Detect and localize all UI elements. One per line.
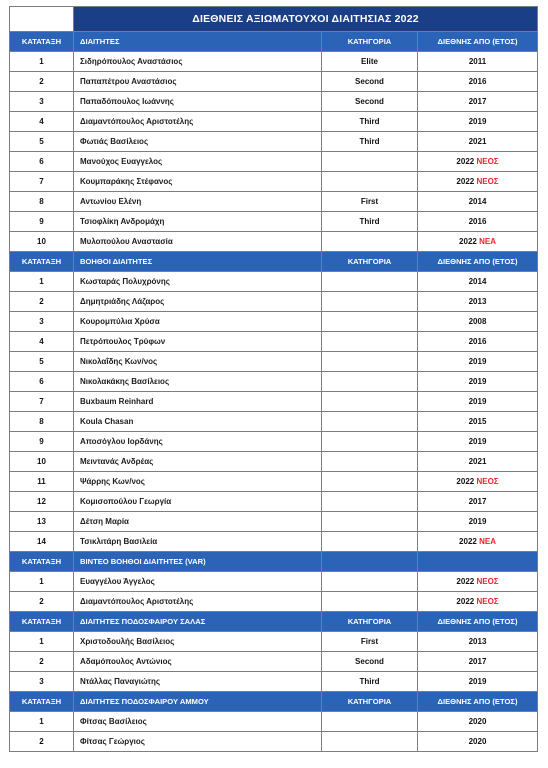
year-cell xyxy=(418,352,538,372)
title-blank-cell xyxy=(10,7,74,32)
year-cell xyxy=(418,572,538,592)
year-value: 2022 xyxy=(456,597,475,606)
name-cell: Αντωνίου Ελένη xyxy=(74,192,322,212)
table-row xyxy=(10,652,538,672)
year-cell xyxy=(418,472,538,492)
rank-cell: 1 xyxy=(10,52,74,72)
header-section-label: ΔΙΑΙΤΗΤΕΣ xyxy=(74,32,322,52)
name-cell: Τσιοφλίκη Ανδρομάχη xyxy=(74,212,322,232)
name-cell: Φίτσας Βασίλειος xyxy=(74,712,322,732)
category-cell: Elite xyxy=(322,52,418,72)
category-cell xyxy=(322,492,418,512)
year-value: 2019 xyxy=(468,677,487,686)
name-cell: Buxbaum Reinhard xyxy=(74,392,322,412)
header-section-label: ΔΙΑΙΤΗΤΕΣ ΠΟΔΟΣΦΑΙΡΟΥ ΣΑΛΑΣ xyxy=(74,612,322,632)
year-value: 2021 xyxy=(468,457,487,466)
name-cell: Σιδηρόπουλος Αναστάσιος xyxy=(74,52,322,72)
category-cell: Second xyxy=(322,92,418,112)
header-rank-label: ΚΑΤΑΤΑΞΗ xyxy=(10,252,74,272)
year-value: 2016 xyxy=(468,77,487,86)
year-value: 2022 xyxy=(456,477,475,486)
rank-cell: 4 xyxy=(10,112,74,132)
category-cell xyxy=(322,152,418,172)
year-value: 2011 xyxy=(468,57,487,66)
rank-cell: 2 xyxy=(10,72,74,92)
year-value: 2016 xyxy=(468,337,487,346)
table-row xyxy=(10,732,538,752)
table-row xyxy=(10,392,538,412)
referees-document xyxy=(9,6,537,752)
name-cell: Νικολαΐδης Κων/νος xyxy=(74,352,322,372)
rank-cell: 2 xyxy=(10,732,74,752)
header-category-label: ΚΑΤΗΓΟΡΙΑ xyxy=(322,32,418,52)
category-cell xyxy=(322,232,418,252)
year-cell xyxy=(418,532,538,552)
category-cell: Third xyxy=(322,672,418,692)
table-row xyxy=(10,512,538,532)
name-cell: Χριστοδουλής Βασίλειος xyxy=(74,632,322,652)
year-value: 2019 xyxy=(468,357,487,366)
category-cell: Third xyxy=(322,212,418,232)
category-cell xyxy=(322,392,418,412)
name-cell: Αδαμόπουλος Αντώνιος xyxy=(74,652,322,672)
page-title: ΔΙΕΘΝΕΙΣ ΑΞΙΩΜΑΤΟΥΧΟΙ ΔΙΑΙΤΗΣΙΑΣ 2022 xyxy=(74,7,538,32)
year-cell xyxy=(418,112,538,132)
category-cell xyxy=(322,312,418,332)
year-cell xyxy=(418,272,538,292)
year-cell xyxy=(418,632,538,652)
new-badge: ΝΕΟΣ xyxy=(476,577,499,586)
year-value: 2013 xyxy=(468,637,487,646)
year-value: 2020 xyxy=(468,717,487,726)
category-cell xyxy=(322,592,418,612)
year-value: 2021 xyxy=(468,137,487,146)
table-row xyxy=(10,232,538,252)
table-row xyxy=(10,412,538,432)
table-row xyxy=(10,312,538,332)
category-cell xyxy=(322,432,418,452)
header-rank-label: ΚΑΤΑΤΑΞΗ xyxy=(10,692,74,712)
section-header xyxy=(10,692,538,712)
category-cell xyxy=(322,352,418,372)
table-row xyxy=(10,492,538,512)
name-cell: Koula Chasan xyxy=(74,412,322,432)
name-cell: Πετρόπουλος Τρύφων xyxy=(74,332,322,352)
table-row xyxy=(10,672,538,692)
new-badge: ΝΕΟΣ xyxy=(476,177,499,186)
rank-cell: 9 xyxy=(10,212,74,232)
table-row xyxy=(10,112,538,132)
section-header xyxy=(10,612,538,632)
table-row xyxy=(10,572,538,592)
table-row xyxy=(10,212,538,232)
year-value: 2017 xyxy=(468,497,487,506)
rank-cell: 2 xyxy=(10,592,74,612)
name-cell: Παπαδόπουλος Ιωάννης xyxy=(74,92,322,112)
name-cell: Τσικλιτάρη Βασιλεία xyxy=(74,532,322,552)
year-cell xyxy=(418,392,538,412)
name-cell: Ψάρρης Κων/νος xyxy=(74,472,322,492)
header-section-label: ΒΙΝΤΕΟ ΒΟΗΘΟΙ ΔΙΑΙΤΗΤΕΣ (VAR) xyxy=(74,552,322,572)
header-rank-label: ΚΑΤΑΤΑΞΗ xyxy=(10,552,74,572)
new-badge: ΝΕΟΣ xyxy=(476,597,499,606)
table-row xyxy=(10,152,538,172)
rank-cell: 6 xyxy=(10,152,74,172)
rank-cell: 3 xyxy=(10,92,74,112)
year-value: 2017 xyxy=(468,657,487,666)
new-badge: ΝΕΟΣ xyxy=(476,477,499,486)
table-row xyxy=(10,432,538,452)
name-cell: Διαμαντόπουλος Αριστοτέλης xyxy=(74,112,322,132)
year-cell xyxy=(418,372,538,392)
table-row xyxy=(10,92,538,112)
year-value: 2017 xyxy=(468,97,487,106)
header-rank-label: ΚΑΤΑΤΑΞΗ xyxy=(10,612,74,632)
rank-cell: 10 xyxy=(10,452,74,472)
referees-table xyxy=(9,6,538,752)
category-cell xyxy=(322,172,418,192)
year-value: 2019 xyxy=(468,377,487,386)
rank-cell: 11 xyxy=(10,472,74,492)
year-cell xyxy=(418,492,538,512)
year-value: 2019 xyxy=(468,397,487,406)
name-cell: Κομισοπούλου Γεωργία xyxy=(74,492,322,512)
year-value: 2019 xyxy=(468,517,487,526)
rank-cell: 2 xyxy=(10,652,74,672)
rank-cell: 1 xyxy=(10,272,74,292)
table-row xyxy=(10,472,538,492)
new-badge: ΝΕΑ xyxy=(479,237,496,246)
table-row xyxy=(10,132,538,152)
category-cell xyxy=(322,572,418,592)
category-cell xyxy=(322,452,418,472)
category-cell: Third xyxy=(322,132,418,152)
header-section-label: ΔΙΑΙΤΗΤΕΣ ΠΟΔΟΣΦΑΙΡΟΥ ΑΜΜΟΥ xyxy=(74,692,322,712)
rank-cell: 4 xyxy=(10,332,74,352)
category-cell xyxy=(322,732,418,752)
name-cell: Αποσόγλου Ιορδάνης xyxy=(74,432,322,452)
category-cell xyxy=(322,512,418,532)
rank-cell: 13 xyxy=(10,512,74,532)
section-header xyxy=(10,552,538,572)
name-cell: Δέτση Μαρία xyxy=(74,512,322,532)
rank-cell: 1 xyxy=(10,632,74,652)
year-cell xyxy=(418,332,538,352)
name-cell: Μανούχος Ευαγγελος xyxy=(74,152,322,172)
header-year-label: ΔΙΕΘΝΗΣ ΑΠΟ (ΕΤΟΣ) xyxy=(418,252,538,272)
name-cell: Φίτσας Γεώργιος xyxy=(74,732,322,752)
category-cell xyxy=(322,272,418,292)
category-cell xyxy=(322,292,418,312)
rank-cell: 7 xyxy=(10,172,74,192)
table-row xyxy=(10,532,538,552)
category-cell xyxy=(322,712,418,732)
table-row xyxy=(10,172,538,192)
title-row xyxy=(10,7,538,32)
header-year-label: ΔΙΕΘΝΗΣ ΑΠΟ (ΕΤΟΣ) xyxy=(418,612,538,632)
name-cell: Κουμπαράκης Στέφανος xyxy=(74,172,322,192)
header-year-label: ΔΙΕΘΝΗΣ ΑΠΟ (ΕΤΟΣ) xyxy=(418,32,538,52)
name-cell: Κωσταράς Πολυχρόνης xyxy=(74,272,322,292)
year-value: 2020 xyxy=(468,737,487,746)
table-row xyxy=(10,52,538,72)
name-cell: Κουρομπύλια Χρύσα xyxy=(74,312,322,332)
name-cell: Νικολακάκης Βασίλειος xyxy=(74,372,322,392)
year-cell xyxy=(418,712,538,732)
header-rank-label: ΚΑΤΑΤΑΞΗ xyxy=(10,32,74,52)
header-section-label: ΒΟΗΘΟΙ ΔΙΑΙΤΗΤΕΣ xyxy=(74,252,322,272)
section-header xyxy=(10,252,538,272)
rank-cell: 1 xyxy=(10,572,74,592)
year-cell xyxy=(418,412,538,432)
rank-cell: 3 xyxy=(10,312,74,332)
year-cell xyxy=(418,172,538,192)
name-cell: Ντάλλας Παναγιώτης xyxy=(74,672,322,692)
rank-cell: 10 xyxy=(10,232,74,252)
year-cell xyxy=(418,152,538,172)
table-row xyxy=(10,372,538,392)
year-cell xyxy=(418,652,538,672)
rank-cell: 6 xyxy=(10,372,74,392)
name-cell: Φωτιάς Βασίλειος xyxy=(74,132,322,152)
table-row xyxy=(10,72,538,92)
year-cell xyxy=(418,132,538,152)
new-badge: ΝΕΑ xyxy=(479,537,496,546)
year-cell xyxy=(418,452,538,472)
category-cell xyxy=(322,532,418,552)
rank-cell: 7 xyxy=(10,392,74,412)
name-cell: Διαμαντόπουλος Αριστοτέλης xyxy=(74,592,322,612)
year-cell xyxy=(418,52,538,72)
name-cell: Παπαπέτρου Αναστάσιος xyxy=(74,72,322,92)
year-value: 2014 xyxy=(468,277,487,286)
year-value: 2019 xyxy=(468,437,487,446)
rank-cell: 5 xyxy=(10,132,74,152)
category-cell: First xyxy=(322,632,418,652)
header-category-label: ΚΑΤΗΓΟΡΙΑ xyxy=(322,612,418,632)
year-value: 2014 xyxy=(468,197,487,206)
year-value: 2022 xyxy=(456,157,475,166)
year-value: 2022 xyxy=(459,537,477,546)
table-row xyxy=(10,192,538,212)
rank-cell: 3 xyxy=(10,672,74,692)
table-row xyxy=(10,332,538,352)
name-cell: Μυλοπούλου Αναστασία xyxy=(74,232,322,252)
section-header xyxy=(10,32,538,52)
category-cell: Second xyxy=(322,652,418,672)
name-cell: Δημητριάδης Λάζαρος xyxy=(74,292,322,312)
year-cell xyxy=(418,212,538,232)
header-year-label: ΔΙΕΘΝΗΣ ΑΠΟ (ΕΤΟΣ) xyxy=(418,692,538,712)
year-value: 2015 xyxy=(468,417,487,426)
year-cell xyxy=(418,432,538,452)
table-row xyxy=(10,272,538,292)
category-cell xyxy=(322,332,418,352)
category-cell xyxy=(322,412,418,432)
year-value: 2022 xyxy=(456,177,475,186)
header-category-label: ΚΑΤΗΓΟΡΙΑ xyxy=(322,692,418,712)
category-cell: Second xyxy=(322,72,418,92)
rank-cell: 8 xyxy=(10,412,74,432)
year-value: 2016 xyxy=(468,217,487,226)
name-cell: Ευαγγέλου Άγγελος xyxy=(74,572,322,592)
header-category-label: ΚΑΤΗΓΟΡΙΑ xyxy=(322,252,418,272)
year-cell xyxy=(418,592,538,612)
header-category-label xyxy=(322,552,418,572)
table-body xyxy=(10,7,538,752)
year-value: 2019 xyxy=(468,117,487,126)
year-cell xyxy=(418,672,538,692)
category-cell xyxy=(322,472,418,492)
rank-cell: 1 xyxy=(10,712,74,732)
table-row xyxy=(10,292,538,312)
rank-cell: 8 xyxy=(10,192,74,212)
year-cell xyxy=(418,232,538,252)
rank-cell: 9 xyxy=(10,432,74,452)
table-row xyxy=(10,452,538,472)
year-value: 2022 xyxy=(456,577,475,586)
year-cell xyxy=(418,92,538,112)
year-cell xyxy=(418,512,538,532)
table-row xyxy=(10,352,538,372)
table-row xyxy=(10,712,538,732)
category-cell: Third xyxy=(322,112,418,132)
year-value: 2008 xyxy=(468,317,487,326)
category-cell: First xyxy=(322,192,418,212)
year-cell xyxy=(418,312,538,332)
year-cell xyxy=(418,292,538,312)
year-cell xyxy=(418,72,538,92)
year-value: 2013 xyxy=(468,297,487,306)
year-cell xyxy=(418,192,538,212)
table-row xyxy=(10,632,538,652)
table-row xyxy=(10,592,538,612)
rank-cell: 14 xyxy=(10,532,74,552)
header-year-label xyxy=(418,552,538,572)
name-cell: Μειντανάς Ανδρέας xyxy=(74,452,322,472)
rank-cell: 2 xyxy=(10,292,74,312)
year-value: 2022 xyxy=(459,237,477,246)
rank-cell: 12 xyxy=(10,492,74,512)
new-badge: ΝΕΟΣ xyxy=(476,157,499,166)
rank-cell: 5 xyxy=(10,352,74,372)
category-cell xyxy=(322,372,418,392)
year-cell xyxy=(418,732,538,752)
